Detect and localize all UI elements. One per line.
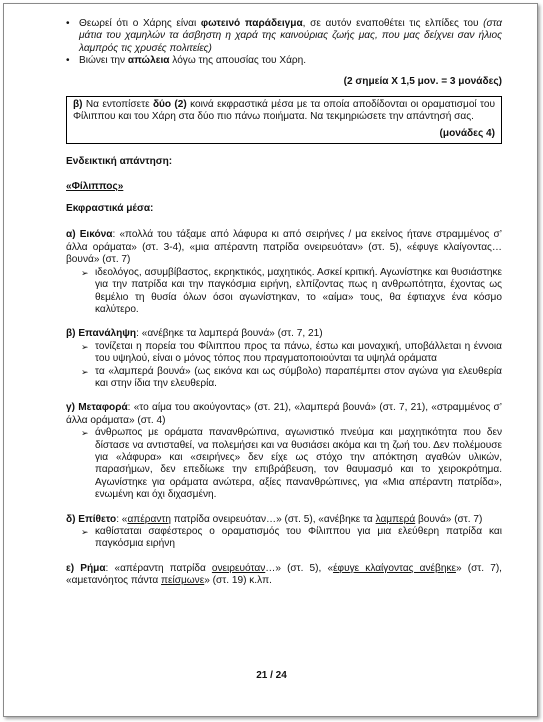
list-item: ➢ τα «λαμπερά βουνά» (ως εικόνα και ως σύμβολο) παραπέμπει στον αγώνα για ελευθερία και στην ίδια την ελευθερία. xyxy=(81,365,502,389)
answer-heading: Ενδεικτική απάντηση: xyxy=(66,156,173,168)
section-image: α) Εικόνα: «πολλά του τάξαμε από λάφυρα κι από σειρήνες / μα εκείνος ήτανε στραμμένος σ’ άλλα οράματα» (στ. 3-4), «μια απέραντη πατρίδα ονειρευόταν» (στ. 5), «έφυγε κλαίγοντας… βουνά» (στ. 7) xyxy=(66,229,503,266)
list-item: ➢ άνθρωπος με οράματα πανανθρώπινα, αγωνιστικό πνεύμα και μαχητικότητα που δεν δίστασε να αντισταθεί, να πολεμήσει και να θυσιάσει ακόμα και τη ζωή του. Δεν πολέμουσε για «λάφυρα» και «σειρήνες» δεν είχε ως στόχο την απόκτηση αγαθών υλικών, παρασήμων, δεν επεδίωκε την επιβράβευση, τον θαυμασμό και το χειροκρότημα. Αγωνίστηκε για οράματα ανώτερα, αξίες πανανθρώπινες, για «Μια απέραντη πατρίδα», ενωμένη και όχι διχασμένη. xyxy=(81,427,502,501)
arrow-bullet-icon: ➢ xyxy=(81,267,89,278)
page-number: 21 / 24 xyxy=(256,670,287,681)
arrow-bullet-icon: ➢ xyxy=(81,366,89,377)
list-item: ➢ ιδεολόγος, ασυμβίβαστος, εκρηκτικός, μαχητικός. Ασκεί κριτική. Αγωνίστηκε και θυσιάστηκε για την πατρίδα και την παγκόσμια ειρήνη, ελπίζοντας πως η ανθρωπότητα, έχοντας ως θεμέλιο τη θυσία όλων όσοι αγωνίστηκαν, το «αίμα» τους, θα έφτιαχνε ένα κόσμο καλύτερο. xyxy=(81,266,502,315)
question-box xyxy=(66,96,502,144)
arrow-bullet-icon: ➢ xyxy=(81,527,89,537)
poem-heading: «Φίλιππος» xyxy=(66,180,124,192)
bullet-item: • Θεωρεί ότι ο Χάρης είναι φωτεινό παράδειγμα, σε αυτόν εναποθέτει τις ελπίδες του (στα μάτια του χαμηλών τα άσβηστη η χαρά της καινούριας ζωής μας, που μας δείχνει σαν ήλιος λαμπρός τις χρυσές πολιτείες) xyxy=(66,18,502,54)
question-text: β) Να εντοπίσετε δύο (2) κοινά εκφραστικά μέσα με τα οποία αποδίδονται οι οραματισμοί του Φίλιππου και του Χάρη στα δύο πιο πάνω ποιήματα. Να τεκμηριώσετε την απάντησή σας. xyxy=(73,99,495,123)
section-epithet: δ) Επίθετο: «απέραντη πατρίδα ονειρευόταν…» (στ. 5), «ανέβηκε τα λαμπερά βουνά» (στ. 7) xyxy=(66,513,483,525)
page-content xyxy=(66,18,502,588)
document-page xyxy=(3,3,538,717)
section-metaphor: γ) Μεταφορά: «το αίμα του ακούγοντας» (στ. 21), «λαμπερά βουνά» (στ. 7, 21), «στραμμένος σ’ άλλα οράματα» (στ. 4) xyxy=(66,402,502,426)
list-item: ➢ καθίσταται σαφέστερος ο οραματισμός του Φίλιππου για μια ελεύθερη πατρίδα και παγκόσμια ειρήνη xyxy=(81,526,502,550)
bullet-dot-icon: • xyxy=(66,18,70,29)
question-points: (μονάδες 4) xyxy=(439,127,495,139)
points-line: (2 σημεία Χ 1,5 μον. = 3 μονάδες) xyxy=(343,75,502,87)
list-item: ➢ τονίζεται η πορεία του Φίλιππου προς τα πάνω, έστω και μοναχική, υποβάλλεται η έννοια του υψηλού, είναι ο μόνος τόπος που πραγματοποιούνται τα υψηλά οράματα xyxy=(81,340,502,365)
section-repetition: β) Επανάληψη: «ανέβηκε τα λαμπερά βουνά» (στ. 7, 21) xyxy=(66,328,323,340)
arrow-bullet-icon: ➢ xyxy=(81,341,89,352)
arrow-bullet-icon: ➢ xyxy=(81,428,89,439)
bullet-item: • Βιώνει την απώλεια λόγω της απουσίας του Χάρη. xyxy=(66,55,307,67)
section-verb: ε) Ρήμα: «απέραντη πατρίδα ονειρευόταν…» (στ. 5), «έφυγε κλαίγοντας ανέβηκε» (στ. 7), «αμετανόητος πάντα πείσμωνε» (στ. 19) κ.λπ. xyxy=(66,562,502,587)
bullet-dot-icon: • xyxy=(66,55,70,67)
means-heading: Εκφραστικά μέσα: xyxy=(66,203,154,215)
